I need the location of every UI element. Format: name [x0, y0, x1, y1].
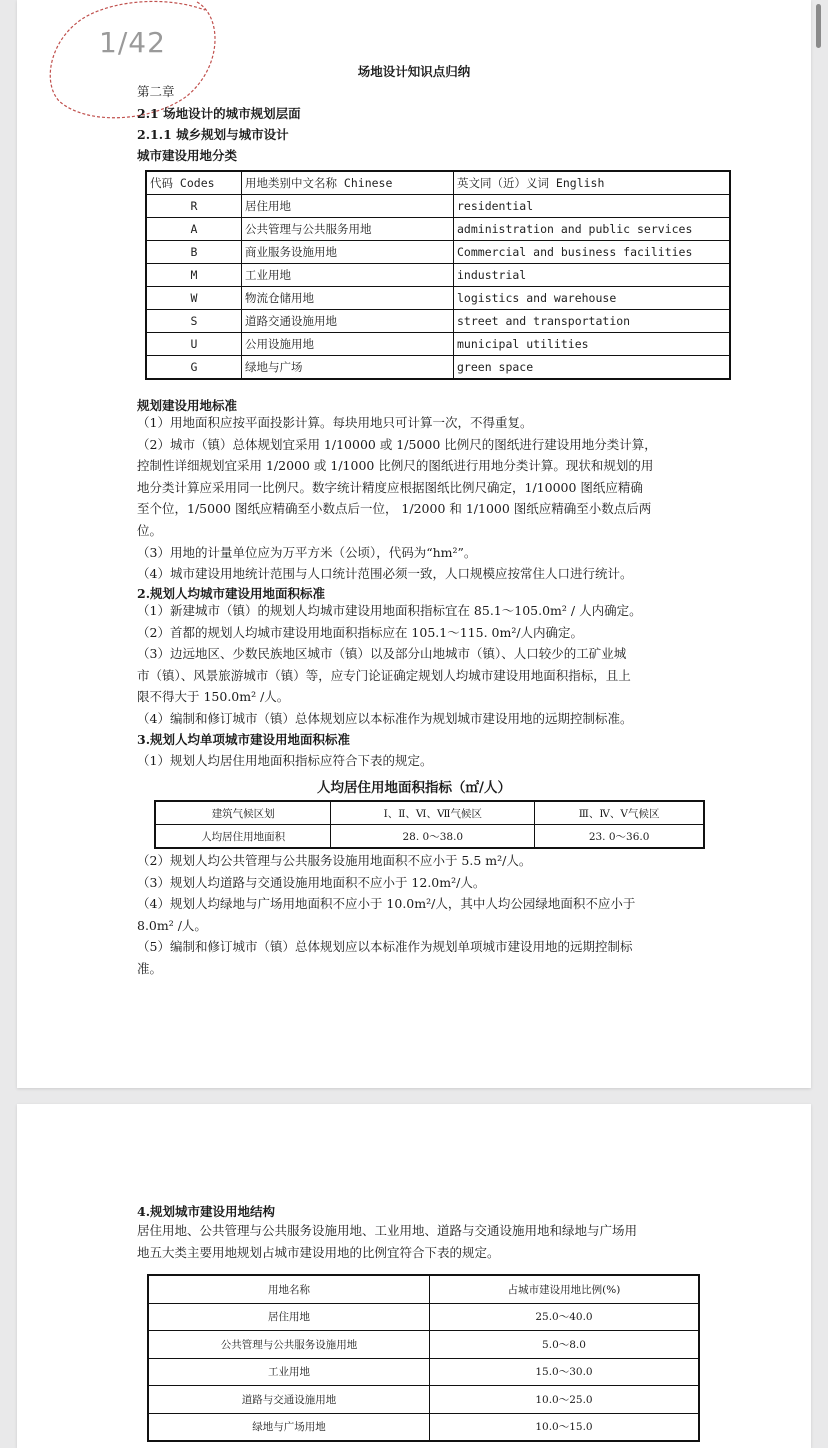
land-name-cell: 绿地与广场用地: [148, 1413, 430, 1441]
text-line: （4）城市建设用地统计范围与人口统计范围必须一致，人口规模应按常住人口进行统计。: [137, 566, 633, 582]
text-line: 市（镇）、风景旅游城市（镇）等，应专门论证确定规划人均城市建设用地面积指标，且上: [137, 667, 631, 683]
chinese-name-cell: 物流仓储用地: [242, 287, 454, 310]
ratio-cell: 10.0～15.0: [430, 1413, 700, 1441]
header-cell: Ⅲ、Ⅳ、Ⅴ气候区: [535, 801, 704, 825]
table-row: [148, 1386, 699, 1414]
heading-2-1-1: 2.1.1 城乡规划与城市设计: [137, 127, 289, 142]
ratio-cell: 15.0～30.0: [430, 1358, 700, 1386]
header-cell: 用地名称: [148, 1275, 430, 1303]
heading-single-item: 3.规划人均单项城市建设用地面积标准: [137, 732, 351, 747]
residential-table-caption: 人均居住用地面积指标（㎡/人）: [317, 780, 511, 796]
text-line: 至个位，1/5000 图纸应精确至小数点后一位， 1/2000 和 1/1000 图纸应精确至小数点后两: [137, 501, 652, 517]
code-cell: S: [146, 310, 242, 333]
text-line: 位。: [137, 522, 163, 538]
ratio-cell: 10.0～25.0: [430, 1386, 700, 1414]
text-line: （3）规划人均道路与交通设施用地面积不应小于 12.0m²/人。: [137, 874, 486, 890]
code-cell: G: [146, 356, 242, 380]
single-item-intro: （1）规划人均居住用地面积指标应符合下表的规定。: [137, 753, 433, 768]
document-title: 场地设计知识点归纳: [357, 64, 471, 79]
table-row: [148, 1331, 699, 1359]
table-row: [146, 264, 730, 287]
chinese-name-cell: 商业服务设施用地: [242, 241, 454, 264]
code-cell: M: [146, 264, 242, 287]
text-line: （4）编制和修订城市（镇）总体规划应以本标准作为规划城市建设用地的远期控制标准。: [137, 710, 633, 726]
heading-land-classification: 城市建设用地分类: [137, 148, 238, 163]
heading-land-structure: 4.规划城市建设用地结构: [137, 1204, 276, 1219]
standard-paragraphs: [137, 412, 657, 585]
text-line: （3）边远地区、少数民族地区城市（镇）以及部分山地城市（镇）、人口较少的工矿业城: [137, 646, 627, 662]
text-line: 准。: [137, 960, 163, 976]
land-structure-table: [147, 1274, 700, 1442]
land-name-cell: 工业用地: [148, 1358, 430, 1386]
english-name-cell: green space: [454, 356, 731, 380]
text-line: （5）编制和修订城市（镇）总体规划应以本标准作为规划单项城市建设用地的远期控制标: [137, 939, 633, 955]
heading-planning-standard: 规划建设用地标准: [137, 398, 238, 413]
english-name-cell: residential: [454, 195, 731, 218]
text-line: 地分类计算应采用同一比例尺。数字统计精度应根据图纸比例尺确定，1/10000 图纸应精确: [137, 479, 643, 495]
table-row: [146, 218, 730, 241]
ratio-cell: 5.0～8.0: [430, 1331, 700, 1359]
table-header-row: [155, 801, 704, 825]
english-name-cell: logistics and warehouse: [454, 287, 731, 310]
land-codes-table: [145, 170, 731, 380]
text-line: （1）新建城市（镇）的规划人均城市建设用地面积指标宜在 85.1～105.0m² / 人内确定。: [137, 603, 642, 618]
english-name-cell: street and transportation: [454, 310, 731, 333]
ratio-cell: 25.0～40.0: [430, 1303, 700, 1331]
table-row: [148, 1358, 699, 1386]
land-name-cell: 居住用地: [148, 1303, 430, 1331]
text-line: （2）规划人均公共管理与公共服务设施用地面积不应小于 5.5 m²/人。: [137, 853, 532, 868]
table-header-row: [146, 171, 730, 195]
value-cell: 23. 0～36.0: [535, 825, 704, 849]
text-line: （3）用地的计量单位应为万平方米（公顷），代码为“hm²”。: [137, 544, 477, 560]
text-line: （1）用地面积应按平面投影计算。每块用地只可计算一次，不得重复。: [137, 415, 533, 430]
english-name-cell: industrial: [454, 264, 731, 287]
chinese-name-cell: 居住用地: [242, 195, 454, 218]
english-name-cell: administration and public services: [454, 218, 731, 241]
text-line: 地五大类主要用地规划占城市建设用地的比例宜符合下表的规定。: [137, 1245, 500, 1260]
english-name-cell: Commercial and business facilities: [454, 241, 731, 264]
chinese-name-cell: 工业用地: [242, 264, 454, 287]
heading-2-1: 2.1 场地设计的城市规划层面: [137, 106, 301, 121]
header-cell: 占城市建设用地比例(%): [430, 1275, 700, 1303]
text-line: 限不得大于 150.0m² /人。: [137, 689, 290, 705]
code-cell: W: [146, 287, 242, 310]
chapter-label: 第二章: [137, 84, 175, 99]
chinese-name-cell: 公共管理与公共服务用地: [242, 218, 454, 241]
code-cell: U: [146, 333, 242, 356]
row-label-cell: 人均居住用地面积: [155, 825, 331, 849]
table-row: [148, 1303, 699, 1331]
header-cell: 建筑气候区划: [155, 801, 331, 825]
table-row: [146, 356, 730, 380]
heading-per-capita: 2.规划人均城市建设用地面积标准: [137, 586, 326, 601]
header-cell-code: 代码 Codes: [146, 171, 242, 195]
text-line: （4）规划人均绿地与广场用地面积不应小于 10.0m²/人，其中人均公园绿地面积不应小于: [137, 896, 636, 912]
table-row: [146, 241, 730, 264]
scrollbar[interactable]: [816, 4, 821, 48]
text-line: 居住用地、公共管理与公共服务设施用地、工业用地、道路与交通设施用地和绿地与广场用: [137, 1223, 638, 1238]
document-page-1: [17, 0, 811, 1088]
header-cell-english: 英文同（近）义词 English: [454, 171, 731, 195]
single-item-paragraphs: [137, 850, 635, 980]
per-capita-paragraphs: [137, 600, 642, 730]
text-line: （2）首都的规划人均城市建设用地面积指标应在 105.1～115. 0m²/人内确定。: [137, 624, 584, 640]
english-name-cell: municipal utilities: [454, 333, 731, 356]
value-cell: 28. 0～38.0: [331, 825, 535, 849]
chinese-name-cell: 公用设施用地: [242, 333, 454, 356]
text-line: 控制性详细规划宜采用 1/2000 或 1/1000 比例尺的图纸进行用地分类计算。现状和规划的用: [137, 458, 654, 474]
table-row: [146, 287, 730, 310]
structure-paragraph: [137, 1220, 637, 1264]
table-row: [155, 825, 704, 849]
chinese-name-cell: 道路交通设施用地: [242, 310, 454, 333]
table-row: [146, 310, 730, 333]
text-line: 8.0m² /人。: [137, 917, 207, 933]
code-cell: R: [146, 195, 242, 218]
page-counter: 1/42: [99, 26, 166, 59]
code-cell: A: [146, 218, 242, 241]
residential-area-table: [154, 800, 705, 849]
header-cell: Ⅰ、Ⅱ、Ⅵ、Ⅶ气候区: [331, 801, 535, 825]
land-name-cell: 公共管理与公共服务设施用地: [148, 1331, 430, 1359]
table-row: [148, 1413, 699, 1441]
code-cell: B: [146, 241, 242, 264]
table-row: [146, 333, 730, 356]
table-row: [146, 195, 730, 218]
document-page-2: [17, 1104, 811, 1448]
chinese-name-cell: 绿地与广场: [242, 356, 454, 380]
text-line: （2）城市（镇）总体规划宜采用 1/10000 或 1/5000 比例尺的图纸进行建设用地分类计算，: [137, 436, 657, 452]
table-header-row: [148, 1275, 699, 1303]
header-cell-chinese: 用地类别中文名称 Chinese: [242, 171, 454, 195]
land-name-cell: 道路与交通设施用地: [148, 1386, 430, 1414]
